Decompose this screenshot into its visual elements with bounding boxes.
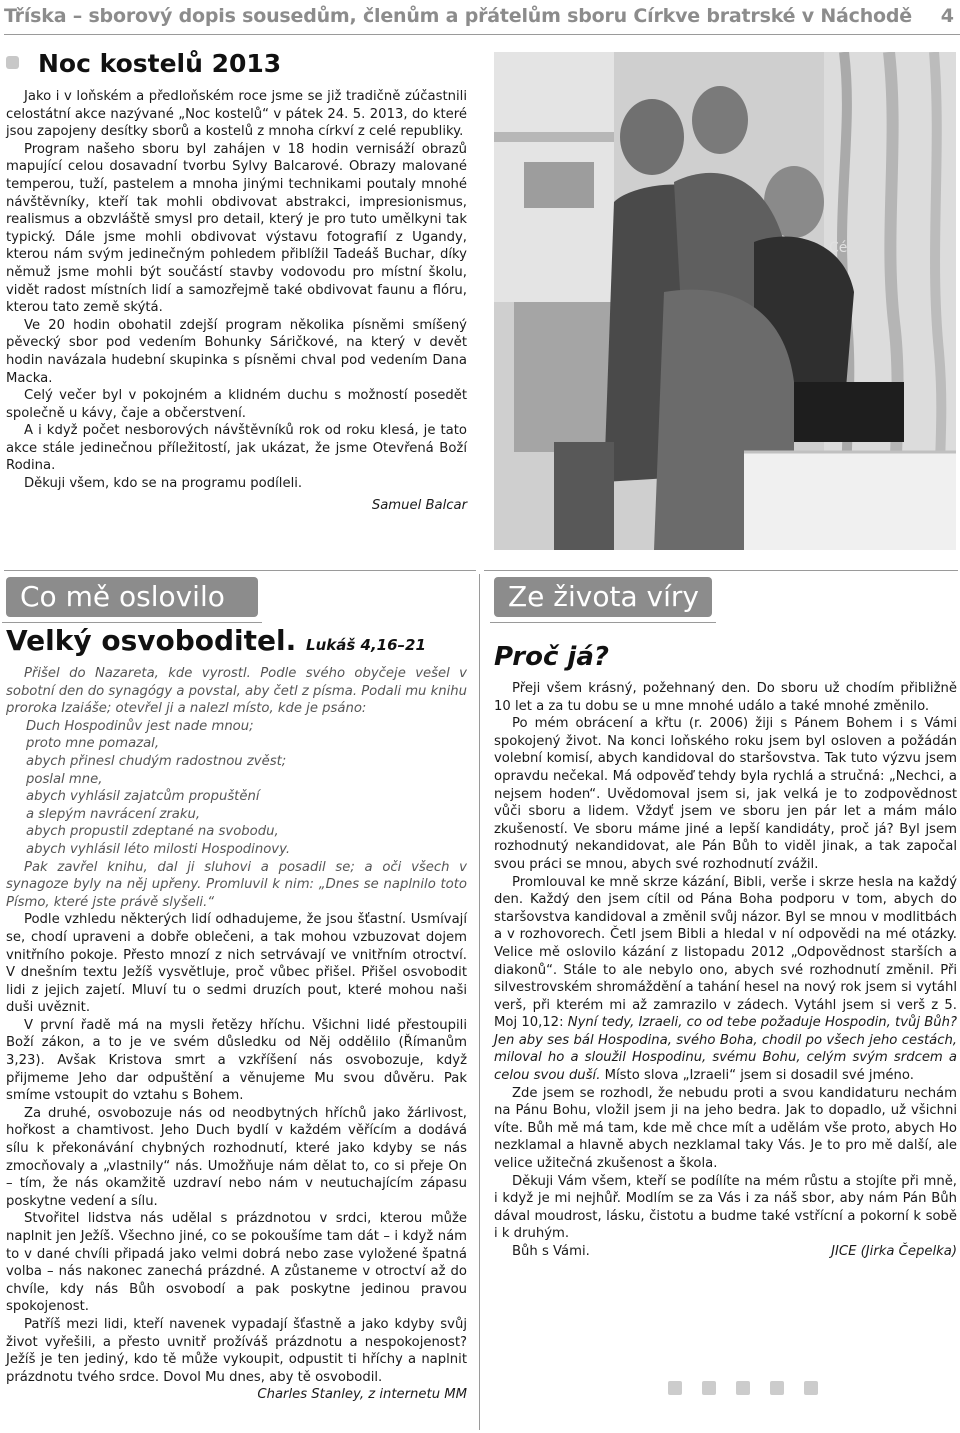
article-title: Proč já? xyxy=(494,642,609,672)
article-paragraph: Stvořitel lidstva nás udělal s prázdnotou v srdci, kterou může naplnit jen Ježíš. Všechno jiné, co se pokoušíme tam dát – i když nám to v dané chvíli připadá jako velmi dobrá nebo zase vyložené špatná volba – nás nakonec zanechá prázdné. A zůstaneme v otroctví až do chvíle, kdy nás Bůh osvobodí a pak poskytne jedinou pravou spokojenost. xyxy=(6,1211,467,1315)
bible-reference: Lukáš 4,16–21 xyxy=(306,636,426,654)
section-banner-co-me-oslovilo: Co mě oslovilo xyxy=(6,577,258,617)
bible-quote: Nyní tedy, Izraeli, co od tebe požaduje Hospodin, tvůj Bůh? Jen aby ses bál Hospodina, svého Boha, chodil po všech jeho cestách, miloval ho a sloužil Hospodinu, svému Bohu, celým svým srdcem a celou svou duší. xyxy=(494,1015,957,1084)
article-title xyxy=(6,624,426,662)
article-paragraph: A i když počet nesborových návštěvníků rok od roku klesá, je tato akce stále jedinečnou příležitostí, jak ukázat, že jsme Otevřená Boží Rodina. xyxy=(6,423,467,474)
article-paragraph xyxy=(494,874,957,1085)
shirt-logo-text: Cé xyxy=(829,240,848,256)
section-banner-ze-zivota-viry: Ze života víry xyxy=(494,577,712,617)
article-paragraph: V první řadě má na mysli řetězy hříchu. Všichni lidé přestoupili Boží zákon, a to je ve svém důsledku od Něj oddělilo (Římanům 3,23). Avšak Kristova smrt a vzkříšení nás osvobozuje, když přijmeme Jeho dar odpuštění a věnujeme Mu svou důvěru. Pak smíme vstoupit do vztahu s Bohem. xyxy=(6,1017,467,1104)
article-noc-kostelu-body xyxy=(6,88,467,514)
square-icon xyxy=(668,1381,682,1395)
article-proc-ja-body xyxy=(494,680,957,1261)
square-icon xyxy=(804,1381,818,1395)
page-header xyxy=(4,2,956,30)
verse-line: proto mne pomazal, xyxy=(26,736,160,752)
page-number: 4 xyxy=(940,5,954,27)
verse-line: abych přinesl chudým radostnou zvěst; xyxy=(26,753,287,769)
verse-line: abych propustil zdeptané na svobodu, xyxy=(26,824,279,840)
article-author: Samuel Balcar xyxy=(371,497,467,513)
article-author: Charles Stanley, z internetu MM xyxy=(257,1387,467,1403)
verse-line: Duch Hospodinův jest nade mnou; xyxy=(26,718,254,734)
article-closing-line xyxy=(494,1243,957,1261)
verse-line: poslal mne, xyxy=(26,771,103,787)
article-paragraph: Patříš mezi lidi, kteří navenek vypadají šťastně a jako kdyby svůj život vyřešili, a přesto uvnitř prožíváš prázdnotu a nespokojenost? Ježíš je ten jediný, kdo tě může vykoupit, odpustit ti hříchy a naplnit prázdnotu tvého srdce. Dovol Mu dnes, aby tě osvobodil. xyxy=(6,1316,467,1385)
header-divider xyxy=(4,34,960,35)
scripture-outro: Pak zavřel knihu, dal ji sluhovi a posadil se; a oči všech v synagoze byly na něj upřeny. Promluvil k nim: „Dnes se naplnilo toto Písmo, které jste právě slyšeli.“ xyxy=(6,859,467,910)
column-divider xyxy=(479,574,480,1430)
article-closing: Bůh s Vámi. xyxy=(512,1244,590,1259)
verse-line: a slepým navrácení zraku, xyxy=(26,806,201,822)
people-at-exhibition-photo xyxy=(494,52,956,550)
article-paragraph: Děkuji Vám všem, kteří se podílíte na mém růstu a stojíte při mně, i když je mi nejhůř. Modlím se za Vás i za náš sbor, aby nám Pán Bůh dával moudrost, lásku, čistotu a budme také vstřícní a pokorní k sobě i k druhým. xyxy=(494,1173,957,1242)
article-paragraph: Po mém obrácení a křtu (r. 2006) žiji s Pánem Bohem i s Vámi spokojený život. Na konci loňského roku jsem byl osloven a požádán volební komisí, abych kandidoval do staršovstva. Tak tuto výzvu jsem opravdu nečekal. Má odpověď tehdy byla rychlá a stručná: „Nechci, a nejsem hoden“. Uvědomoval jsem si, jak velká je to zodpovědnost vůči sboru a lidem. Vždyť jsem ve sboru jen pár let a mám málo zkušeností. Ve sboru máme jiné a lepší kandidáty, proč já? Byl jsem rozhodnutý nekandidovat, ale Pán Bůh to viděl jinak, a tak započal svou práci se mnou, abych své rozhodnutí zvážil. xyxy=(494,716,957,872)
square-icon xyxy=(702,1381,716,1395)
article-paragraph: Podle vzhledu některých lidí odhadujeme, že jsou šťastní. Usmívají se, chodí upraveni a dobře oblečeni, a tak mohou vzbuzovat dojem vnitřního pokoje. Přesto mnozí z nich setrvávají ve vnitřním otroctví. V dnešním textu Ježíš vysvětluje, proč vůbec přišel. Přišel osvobodit lidi z jejich zajetí. Mluví tu o sedmi druzích pout, které mohou naši duši uvěznit. xyxy=(6,912,467,1016)
article-paragraph-text: Promlouval ke mně skrze kázání, Bibli, verše i skrze hesla na každý den. Každý den jsem cítil od Pána Boha podporu v tom, abych do staršovstva kandidoval a změnil svůj názor. Byl se mnou v modlitbách a v rozhovorech. Četl jsem Bibli a hledal v ní odpovědi na mé otázky. Velice mě oslovilo kázání z listopadu 2012 „Odpovědnost starších a diakonů“. Stále to ale nebylo ono, abych své rozhodnutí změnil. Při silvestrovském shromáždění a tahání hesel na nový rok jsem si vytáhl verš, při kterém mi až zamrazilo v zádech. Vytáhl jsem si verš z 5. Moj 10,12: xyxy=(494,874,957,1031)
article-paragraph: Celý večer byl v pokojném a klidném duchu s možností posedět společně u kávy, čaje a občerstvení. xyxy=(6,388,467,421)
section-divider xyxy=(4,570,476,571)
verse-line: abych vyhlásil léto milosti Hospodinovy. xyxy=(26,841,291,857)
article-paragraph: Děkuji všem, kdo se na programu podíleli. xyxy=(24,476,303,492)
article-paragraph: Ve 20 hodin obohatil zdejší program několika písněmi smíšený pěvecký sbor pod vedením Bohunky Sáričkové, na který v devět hodin navázala hudební skupinka s písněmi chval pod vedením Dana Macka. xyxy=(6,317,467,386)
article-paragraph-text: Místo slova „Izraeli“ jsem si dosadil své jméno. xyxy=(604,1068,914,1084)
section-divider xyxy=(484,570,958,571)
article-title: Noc kostelů 2013 xyxy=(38,49,282,78)
article-paragraph: Program našeho sboru byl zahájen v 18 hodin vernisáží obrazů mapující celou dosavadní tvorbu Sylvy Balcarové. Obrazy malované temperou, tuží, pastelem a mnoha jinými technikami poutaly mnohé návštěvníky, kteří tak mohli obdivovat abstrakci, impresionismus, realismus a obzvláště smysl pro detail, který je pro tuto umělkyni tak typický. Dále jsme mohli obdivovat výstavu fotografií z Ugandy, kterou nám svým jedinečným pohledem přiblížil Tadeáš Buchar, díky němuž jsme mohli být součástí stavby vodovodu pro místní školu, vidět radost místních lidí a samozřejmě také obdivovat faunu a flóru, kterou tato země skýtá. xyxy=(6,141,467,316)
scripture-intro: Přišel do Nazareta, kde vyrostl. Podle svého obyčeje vešel v sobotní den do synagógy a povstal, aby četl z písma. Podali mu knihu proroka Izaiáše; otevřel ji a nalezl místo, kde je psáno: xyxy=(6,666,467,717)
article-paragraph: Za druhé, osvobozuje nás od neodbytných hříchů jako žárlivost, hořkost a chamtivost. Jeho Duch bydlí v každém věřícím a dodává sílu k překonávání chybných rozhodnutí, které jako kdyby se nás zmocňovaly a „vlastnily“ nás. Umožňuje nám dělat to, co si přeje On – tím, že nás okamžitě uzdraví nebo nám v neutuchajícím zápasu poskytne vedení a sílu. xyxy=(6,1105,467,1209)
section-square-icon xyxy=(6,56,19,69)
square-icon xyxy=(770,1381,784,1395)
article-title-text: Velký osvoboditel. xyxy=(6,624,297,657)
article-author: JICE (Jirka Čepelka) xyxy=(831,1244,957,1259)
newsletter-title: Tříska – sborový dopis sousedům, členům a přátelům sboru Církve bratrské v Náchodě xyxy=(4,5,912,27)
photo-image xyxy=(494,52,956,550)
article-paragraph: Jako i v loňském a předloňském roce jsme se již tradičně zúčastnili celostátní akce nazývané „Noc kostelů“ v pátek 24. 5. 2013, do které jsou zapojeny desítky sborů a kostelů z mnoha církví z celé republiky. xyxy=(6,89,467,140)
article-paragraph: Zde jsem se rozhodl, že nebudu proti a svou kandidaturu nechám na Pánu Bohu, vložil jsem ji na jeho bedra. Jak to dopadlo, už všichni víte. Bůh mě má tam, kde mě chce mít a udělám vše proto, abych Ho nezklamal a hlavně abych nezklamal taky Vás. Je to pro mě další, ale velice užitečná zkušenost a škola. xyxy=(494,1085,957,1172)
square-icon xyxy=(736,1381,750,1395)
article-paragraph: Přeji všem krásný, požehnaný den. Do sboru už chodím přibližně 10 let a za tu dobu se u mne mnohé událo a také mnohé změnilo. xyxy=(494,681,957,714)
verse-line: abych vyhlásil zajatcům propuštění xyxy=(26,789,260,805)
article-velky-osvoboditel-body xyxy=(6,665,467,1404)
